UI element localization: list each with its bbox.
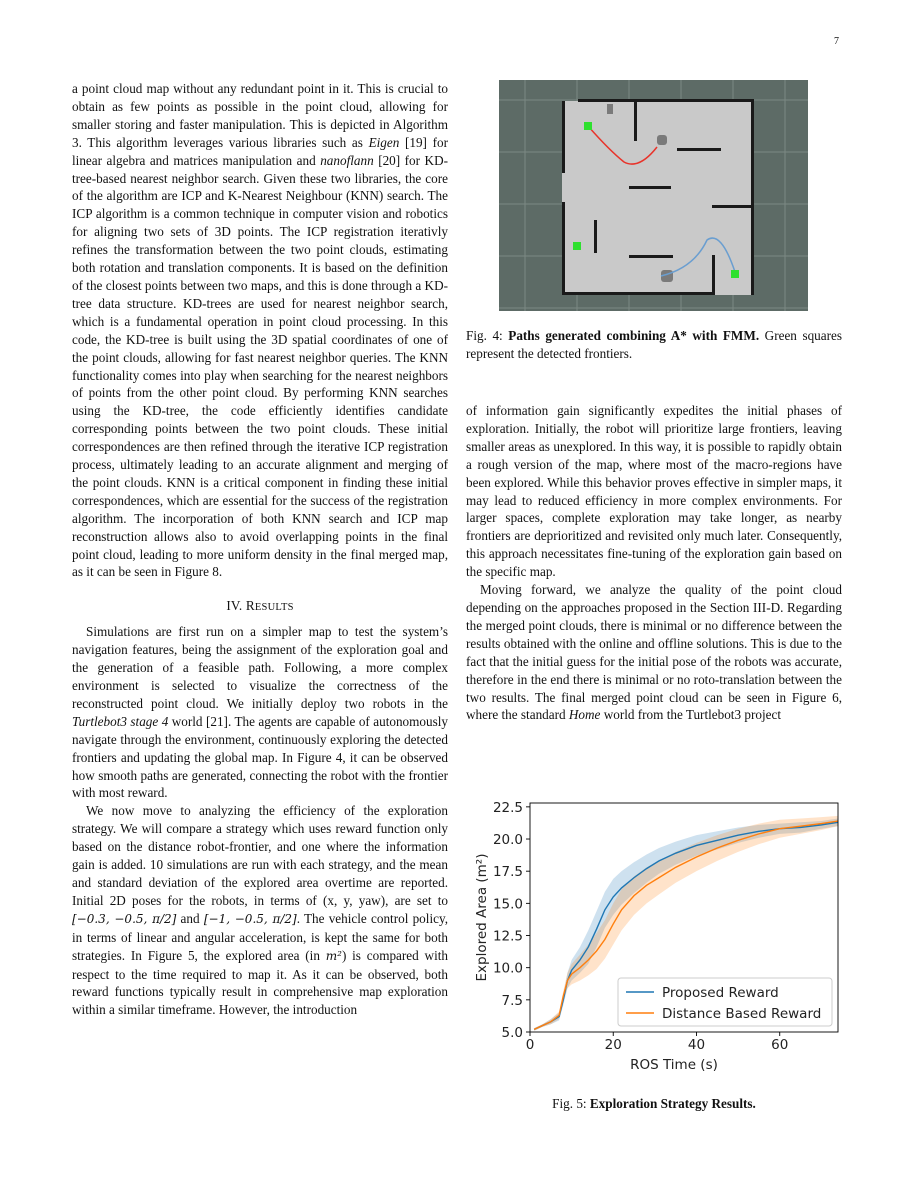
y-tick-label: 7.5 [501,992,523,1009]
page-number: 7 [834,36,839,47]
y-tick-label: 20.0 [492,832,523,849]
y-tick-label: 22.5 [492,799,523,816]
paragraph-simulations: Simulations are first run on a simpler map to test the system’s navigation features, being the assignment of the exploration goal and the generation of a feasible path. Following, a more complex environment is selected to visualize the correctness of the reconstructed point cloud. We initially deploy two robots in the Turtlebot3 stage 4 world [21]. The agents are capable of autonomously navigate through the environment, continuously exploring the detected frontiers and updating the global map. In Figure 4, it can be observed how smooth paths are generated, connecting the robot with the frontier with most reward. [72,624,448,801]
x-tick-label: 40 [687,1037,706,1053]
paragraph-algorithm-description: a point cloud map without any redundant point in it. This is crucial to obtain as few points as possible in the point cloud, allowing for smaller storing and faster manipulation. This is depicted in Algorithm 3. This algorithm leverages various libraries such as Eigen [19] for linear algebra and matrices manipulation and nanoflann [20] for KD-tree-based nearest neighbor search. Given these two libraries, the core of the algorithm are ICP and K-Nearest Neighbour (KNN) search. The ICP algorithm is a common technique in computer vision and robotics for aligning two sets of 3D points. The ICP registration iterativly refines the transformation between the two point clouds, estimating both rotation and translation components. It is based on the definition of the closest points between two maps, and this is done through a KD-tree data structure. KD-trees are used for nearest neighbor search, which is a fundamental operation in point cloud processing. In this code, the KD-tree is built using the 3D spatial coordinates of one of the point clouds, allowing for fast nearest neighbor queries. The KNN functionality comes into play when searching for the nearest neighbors of points from the other point cloud. By performing KNN searches using the KD-tree, the code efficiently identifies candidate corresponding points between the two point clouds. These initial correspondences are then refined through the iterative ICP registration process, ultimately leading to an accurate alignment and merging of the point clouds. KNN is a critical component in finding these initial correspondences, which are essential for the success of the registration algorithm. The incorporation of both KNN search and ICP map reconstruction allows also to avoid overlapping points in the final point cloud, leading to more uniform density in the final merged map, as it can be seen in Figure 8. [72,81,448,580]
legend-label: Proposed Reward [662,985,779,1001]
y-tick-label: 12.5 [492,928,523,945]
paragraph-point-cloud-quality: Moving forward, we analyze the quality of the point cloud depending on the approaches proposed in the Section III-D. Regarding the merged point clouds, there is minimal or no difference between the results obtained with the online and offline solutions. This is due to the fact that the initial guess for the initial pose of the robots was accurate, therefore in the end there is minimal or no roto-translation between the two results. The final merged point cloud can be seen in Figure 6, where the standard Home world from the Turtlebot3 project [466,582,842,723]
y-tick-label: 15.0 [492,896,523,913]
x-tick-label: 20 [604,1037,622,1053]
map-paths-figure [499,80,808,311]
figure-5-caption: Fig. 5: Exploration Strategy Results. [552,1096,756,1111]
x-tick-label: 60 [771,1037,789,1053]
y-tick-label: 17.5 [492,864,523,881]
exploration-chart [466,795,846,1080]
paragraph-exploration-efficiency: We now move to analyzing the efficiency of the exploration strategy. We will compare a strategy which uses reward function only based on the distance robot-frontier, and one where the information gain is added. 10 simulations are run with each strategy, and the mean and standard deviation of the explored area overtime are reported. Initial 2D poses for the robots, in terms of (x, y, yaw), are set to [−0.3, −0.5, π/2] and [−1, −0.5, π/2]. The vehicle control policy, in terms of linear and angular acceleration, is kept the same for both strategies. In Figure 5, the explored area (in m²) is compared with respect to the time required to map it. As it can be observed, both reward functions typically result in comprehensive map exploration within a similar timeframe. However, the introduction [72,803,448,1018]
y-tick-label: 5.0 [501,1025,523,1041]
figure-4-caption: Fig. 4: Paths generated combining A* with FMM. Green squares represent the detected frontiers. [466,328,843,361]
section-heading-results: IV. RESULTS [226,598,294,614]
left-column [72,80,448,1019]
paragraph-information-gain: of information gain significantly expedites the initial phases of exploration. Initially, the robot will prioritize large frontiers, leaving smaller areas as unexplored. In this way, it is possible to rapidly obtain a rough version of the map, where most of the macro-regions have been explored. While this behavior proves effective in simpler maps, it may lead to reduced efficiency in more complex environments. For larger spaces, complete exploration may take longer, as nearby frontiers are deprioritized and revisited only much later. Consequently, this approach necessitates fine-tuning of the exploration gain based on the specific map. [466,403,842,580]
x-tick-label: 0 [525,1037,535,1053]
right-column [466,402,842,724]
x-axis-label: ROS Time (s) [630,1057,718,1073]
y-axis-label: Explored Area (m²) [474,853,490,982]
y-tick-label: 10.0 [492,960,523,977]
legend-label: Distance Based Reward [662,1006,822,1022]
